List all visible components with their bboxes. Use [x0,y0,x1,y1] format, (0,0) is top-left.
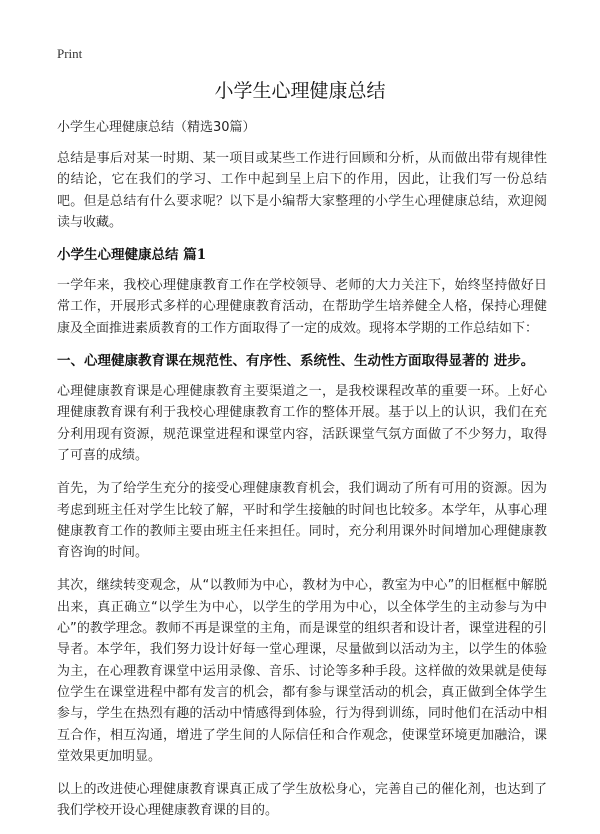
article-body [57,118,547,834]
body-paragraph-2: 首先，为了给学生充分的接受心理健康教育机会，我们调动了所有可用的资源。因为考虑到班主任对学生比较了解，平时和学生接触的时间也比较多。本学年，从事心理健康教育工作的教师主要由班主任来担任。同时，充分利用课外时间增加心理健康教育咨询的时间。 [57,481,547,561]
section-intro-paragraph: 一学年来，我校心理健康教育工作在学校领导、老师的大力关注下，始终坚持做好日常工作，开展形式多样的心理健康教育活动，在帮助学生培养健全人格，保持心理健康及全面推进素质教育的工作方面取得了一定的成效。现将本学期的工作总结如下： [57,278,547,336]
point-heading: 一、心理健康教育课在规范性、有序性、系统性、生动性方面取得显著的 进步。 [57,353,535,370]
body-paragraph-4: 以上的改进使心理健康教育课真正成了学生放松身心，完善自己的催化剂，也达到了我们学校开设心理健康教育课的目的。 [57,782,547,819]
article-subtitle: 小学生心理健康总结（精选30篇） [57,120,256,135]
print-link[interactable]: Print [57,46,83,61]
section-heading: 小学生心理健康总结 篇1 [57,247,207,264]
body-paragraph-1: 心理健康教育课是心理健康教育主要渠道之一，是我校课程改革的重要一环。上好心理健康教育课有利于我校心理健康教育工作的整体开展。基于以上的认识，我们在充分利用现有资源，规范课堂进程和课堂内容，活跃课堂气氛方面做了不少努力，取得了可喜的成绩。 [57,384,547,463]
page-title: 小学生心理健康总结 [214,80,386,102]
intro-paragraph: 总结是事后对某一时期、某一项目或某些工作进行回顾和分析，从而做出带有规律性的结论，它在我们的学习、工作中起到呈上启下的作用，因此，让我们写一份总结吧。但是总结有什么要求呢？以下是小编帮大家整理的小学生心理健康总结，欢迎阅读与收藏。 [57,151,547,230]
body-paragraph-3: 其次，继续转变观念，从“以教师为中心，教材为中心，教室为中心”的旧框框中解脱出来，真正确立“以学生为中心，以学生的学用为中心，以全体学生的主动参与为中心”的教学理念。教师不再是课堂的主角，而是课堂的组织者和设计者，课堂进程的引导者。本学年，我们努力设计好每一堂心理课，尽量做到以活动为主，以学生的体验为主，在心理教育课堂中运用录像、音乐、讨论等多种手段。这样做的效果就是使每位学生在课堂进程中都有发言的机会，都有参与课堂活动的机会，真正做到全体学生参与，学生在热烈有趣的活动中情感得到体验，行为得到训练，同时他们在活动中相互合作，相互沟通，增进了学生间的人际信任和合作观念，使课堂环境更加融洽，课堂效果更加明显。 [57,578,547,764]
